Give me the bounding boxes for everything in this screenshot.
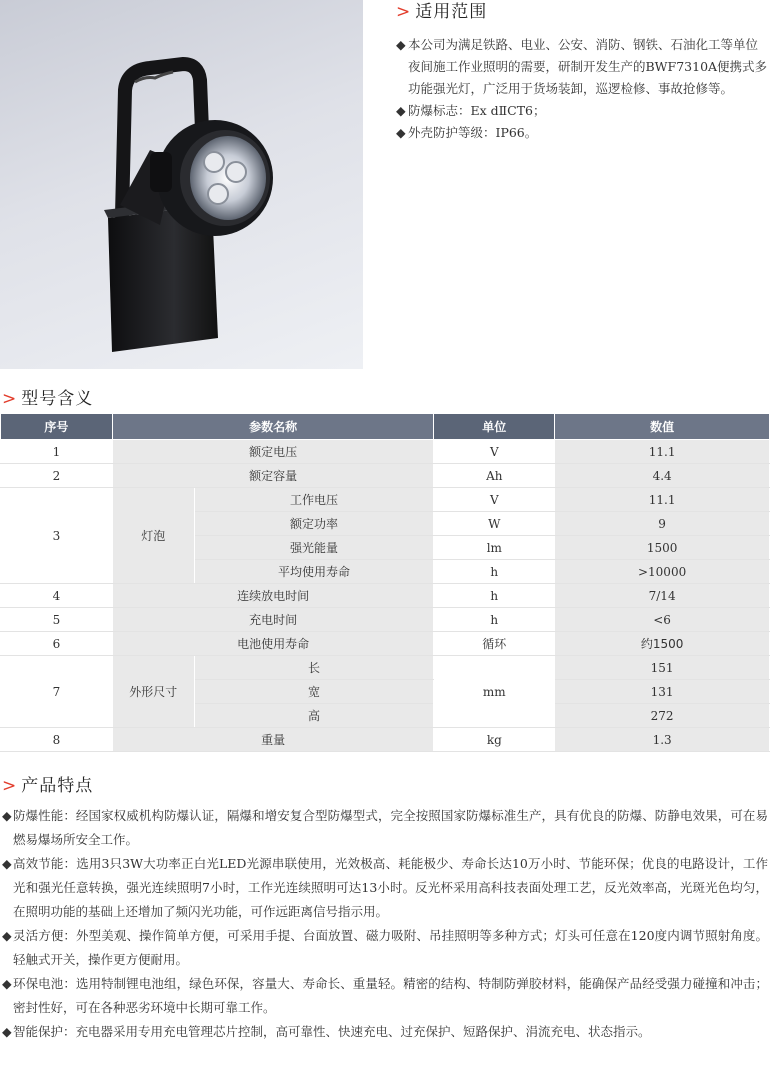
cell-unit: mm xyxy=(434,656,555,728)
cell-no: 6 xyxy=(1,632,113,656)
spec-table xyxy=(0,413,770,752)
feature-item xyxy=(2,1020,768,1044)
feature-item-text: 智能保护：充电器采用专用充电管理芯片控制，高可靠性、快速充电、过充保护、短路保护、涓流充电、状态指示。 xyxy=(13,1024,651,1039)
diamond-bullet-icon: ◆ xyxy=(396,125,406,140)
feature-item-text: 环保电池：选用特制锂电池组，绿色环保，容量大、寿命长、重量轻。精密的结构、特制防弹胶材料，能确保产品经受强力碰撞和冲击；密封性好，可在各种恶劣环境中长期可靠工作。 xyxy=(13,976,768,1015)
feature-item xyxy=(2,852,768,924)
diamond-bullet-icon: ◆ xyxy=(396,103,406,118)
cell-unit: lm xyxy=(434,536,555,560)
cell-value: 9 xyxy=(555,512,770,536)
diamond-bullet-icon: ◆ xyxy=(396,37,406,52)
cell-value: 1500 xyxy=(555,536,770,560)
scope-list xyxy=(396,34,768,144)
cell-no: 7 xyxy=(1,656,113,728)
cell-name: 宽 xyxy=(194,680,434,704)
col-header-name: 参数名称 xyxy=(112,414,434,440)
cell-value: 11.1 xyxy=(555,440,770,464)
cell-group: 外形尺寸 xyxy=(112,656,194,728)
cell-group: 灯泡 xyxy=(112,488,194,584)
cell-no: 1 xyxy=(1,440,113,464)
diamond-bullet-icon: ◆ xyxy=(2,808,12,823)
table-row xyxy=(1,656,770,680)
cell-unit: V xyxy=(434,488,555,512)
chevron-icon: > xyxy=(2,776,18,796)
cell-value: >10000 xyxy=(555,560,770,584)
cell-unit: kg xyxy=(434,728,555,752)
features-list xyxy=(2,804,768,1044)
cell-value: 4.4 xyxy=(555,464,770,488)
cell-unit: V xyxy=(434,440,555,464)
table-row xyxy=(1,488,770,512)
cell-no: 8 xyxy=(1,728,113,752)
cell-name: 连续放电时间 xyxy=(112,584,434,608)
diamond-bullet-icon: ◆ xyxy=(2,928,12,943)
scope-item xyxy=(396,122,768,144)
scope-item xyxy=(396,100,768,122)
scope-heading-text: 适用范围 xyxy=(415,2,488,22)
feature-item-text: 灵活方便：外型美观、操作简单方便，可采用手提、台面放置、磁力吸附、吊挂照明等多种方式；灯头可任意在120度内调节照射角度。轻触式开关，操作更方便耐用。 xyxy=(13,928,768,967)
diamond-bullet-icon: ◆ xyxy=(2,976,12,991)
cell-value: 1.3 xyxy=(555,728,770,752)
cell-value: 151 xyxy=(555,656,770,680)
scope-item-text: 本公司为满足铁路、电业、公安、消防、钢铁、石油化工等单位夜间施工作业照明的需要，研制开发生产的BWF7310A便携式多功能强光灯，广泛用于货场装卸，巡逻检修、事故抢修等。 xyxy=(408,37,768,96)
cell-no: 3 xyxy=(1,488,113,584)
cell-name: 强光能量 xyxy=(194,536,434,560)
table-row xyxy=(1,464,770,488)
scope-item xyxy=(396,34,768,100)
table-row xyxy=(1,584,770,608)
cell-name: 工作电压 xyxy=(194,488,434,512)
col-header-value: 数值 xyxy=(555,414,770,440)
model-heading xyxy=(2,384,93,409)
cell-unit: Ah xyxy=(434,464,555,488)
table-header-row xyxy=(1,414,770,440)
feature-item xyxy=(2,972,768,1020)
cell-value: 约1500 xyxy=(555,632,770,656)
feature-item xyxy=(2,804,768,852)
cell-value: 272 xyxy=(555,704,770,728)
cell-value: 131 xyxy=(555,680,770,704)
cell-name: 高 xyxy=(194,704,434,728)
portable-floodlight-icon xyxy=(0,0,363,369)
cell-no: 4 xyxy=(1,584,113,608)
cell-unit: W xyxy=(434,512,555,536)
cell-unit: 循环 xyxy=(434,632,555,656)
scope-heading xyxy=(396,0,487,22)
chevron-icon: > xyxy=(396,2,412,22)
cell-name: 平均使用寿命 xyxy=(194,560,434,584)
col-header-unit: 单位 xyxy=(434,414,555,440)
cell-unit: h xyxy=(434,584,555,608)
table-row xyxy=(1,440,770,464)
cell-name: 额定电压 xyxy=(112,440,434,464)
cell-name: 重量 xyxy=(112,728,434,752)
cell-no: 2 xyxy=(1,464,113,488)
cell-name: 电池使用寿命 xyxy=(112,632,434,656)
cell-unit: h xyxy=(434,608,555,632)
table-row xyxy=(1,728,770,752)
model-heading-text: 型号含义 xyxy=(21,389,94,409)
feature-item xyxy=(2,924,768,972)
diamond-bullet-icon: ◆ xyxy=(2,856,12,871)
cell-name: 额定功率 xyxy=(194,512,434,536)
table-row xyxy=(1,632,770,656)
cell-name: 充电时间 xyxy=(112,608,434,632)
diamond-bullet-icon: ◆ xyxy=(2,1024,12,1039)
cell-unit: h xyxy=(434,560,555,584)
scope-item-text: 外壳防护等级：IP66。 xyxy=(408,125,538,140)
col-header-no: 序号 xyxy=(1,414,113,440)
features-heading-text: 产品特点 xyxy=(21,776,94,796)
cell-value: 7/14 xyxy=(555,584,770,608)
cell-name: 长 xyxy=(194,656,434,680)
cell-no: 5 xyxy=(1,608,113,632)
product-photo xyxy=(0,0,363,369)
feature-item-text: 防爆性能：经国家权威机构防爆认证，隔爆和增安复合型防爆型式，完全按照国家防爆标准生产，具有优良的防爆、防静电效果，可在易燃易爆场所安全工作。 xyxy=(13,808,768,847)
features-heading xyxy=(2,771,93,796)
scope-item-text: 防爆标志：Ex dⅡCT6； xyxy=(408,103,546,118)
feature-item-text: 高效节能：选用3只3W大功率正白光LED光源串联使用，光效极高、耗能极少、寿命长达10万小时、节能环保；优良的电路设计，工作光和强光任意转换，强光连续照明7小时，工作光连续照明可达13小时。反光杯采用高科技表面处理工艺，反光效率高，光斑光色均匀，在照明功能的基础上还增加了频闪光功能，可作远距离信号指示用。 xyxy=(13,856,768,919)
cell-name: 额定容量 xyxy=(112,464,434,488)
chevron-icon: > xyxy=(2,389,18,409)
cell-value: 11.1 xyxy=(555,488,770,512)
cell-value: <6 xyxy=(555,608,770,632)
table-row xyxy=(1,608,770,632)
